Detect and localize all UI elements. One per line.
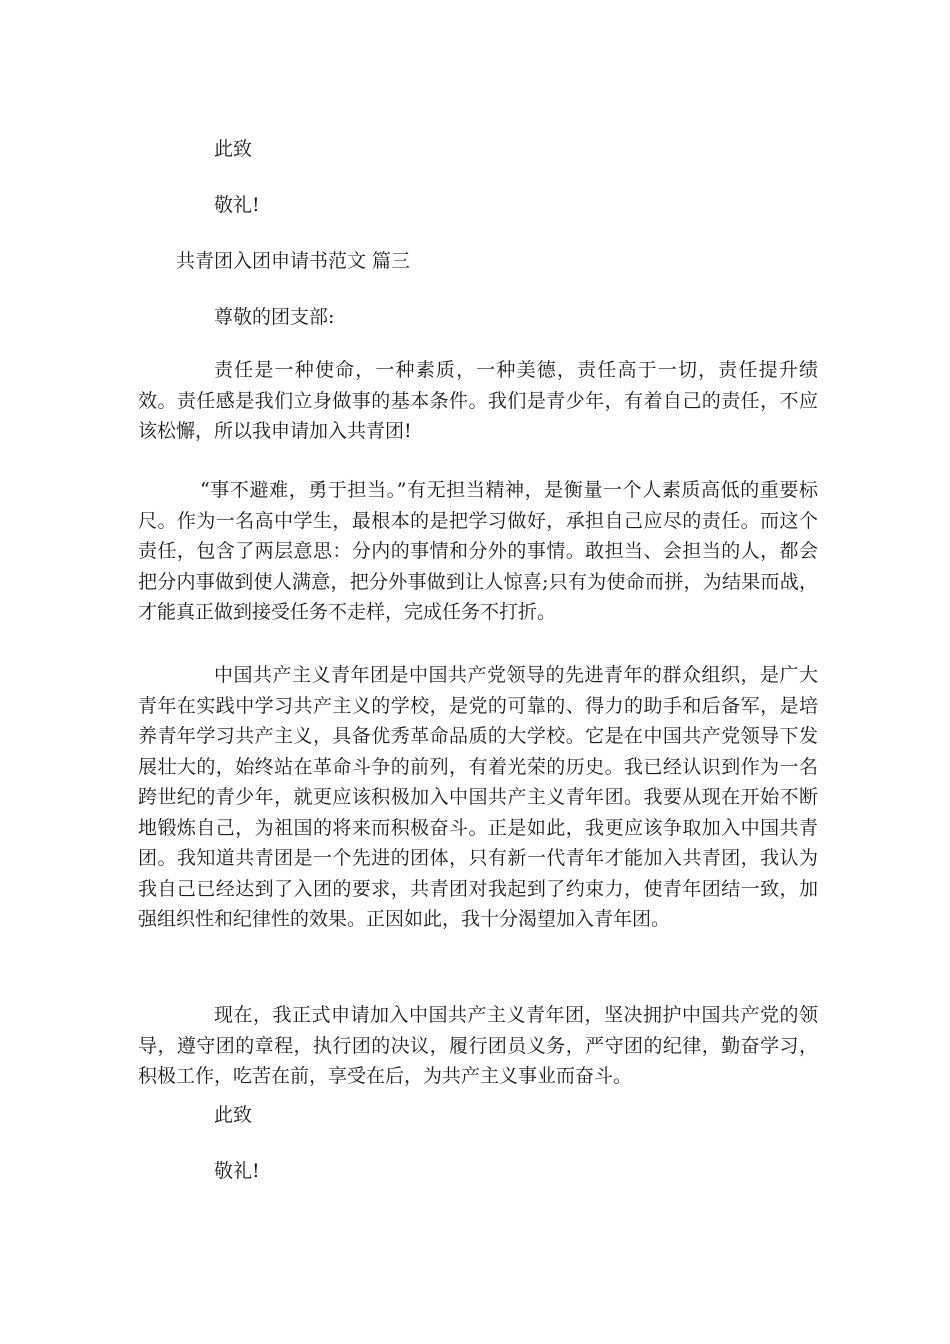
closing-jing-li-bottom: 敬礼! [214,1160,260,1182]
closing-ci-zhi-top: 此致 [214,138,253,160]
closing-ci-zhi-bottom: 此致 [214,1104,253,1126]
paragraph-youth-league: 中国共产主义青年团是中国共产党领导的先进青年的群众组织，是广大青年在实践中学习共产主义的学校，是党的可靠的、得力的助手和后备军，是培养青年学习共产主义，具备优秀革命品质的大学校。它是在中国共产党领导下发展壮大的，始终站在革命斗争的前列，有着光荣的历史。我已经认识到作为一名跨世纪的青少年，就更应该积极加入中国共产主义青年团。我要从现在开始不断地锻炼自己，为祖国的将来而积极奋斗。正是如此，我更应该争取加入中国共青团。我知道共青团是一个先进的团体，只有新一代青年才能加入共青团，我认为我自己已经达到了入团的要求，共青团对我起到了约束力，使青年团结一致，加强组织性和纪律性的效果。正因如此，我十分渴望加入青年团。 [138,664,818,930]
salutation: 尊敬的团支部: [214,306,335,328]
paragraph-application: 现在，我正式申请加入中国共产主义青年团，坚决拥护中国共产党的领导，遵守团的章程，执行团的决议，履行团员义务，严守团的纪律，勤奋学习，积极工作，吃苦在前，享受在后，为共产主义事业而奋斗。 [138,1004,818,1087]
paragraph-responsibility: 责任是一种使命，一种素质，一种美德，责任高于一切，责任提升绩效。责任感是我们立身做事的基本条件。我们是青少年，有着自己的责任，不应该松懈，所以我申请加入共青团! [138,359,818,442]
section-title: 共青团入团申请书范文 篇三 [176,250,411,272]
closing-jing-li-top: 敬礼! [214,194,260,216]
paragraph-take-responsibility: “事不避难，勇于担当。”有无担当精神，是衡量一个人素质高低的重要标尺。作为一名高中学生，最根本的是把学习做好，承担自己应尽的责任。而这个责任，包含了两层意思：分内的事情和分外的事情。敢担当、会担当的人，都会把分内事做到使人满意，把分外事做到让人惊喜;只有为使命而拼，为结果而战，才能真正做到接受任务不走样，完成任务不打折。 [138,479,818,623]
